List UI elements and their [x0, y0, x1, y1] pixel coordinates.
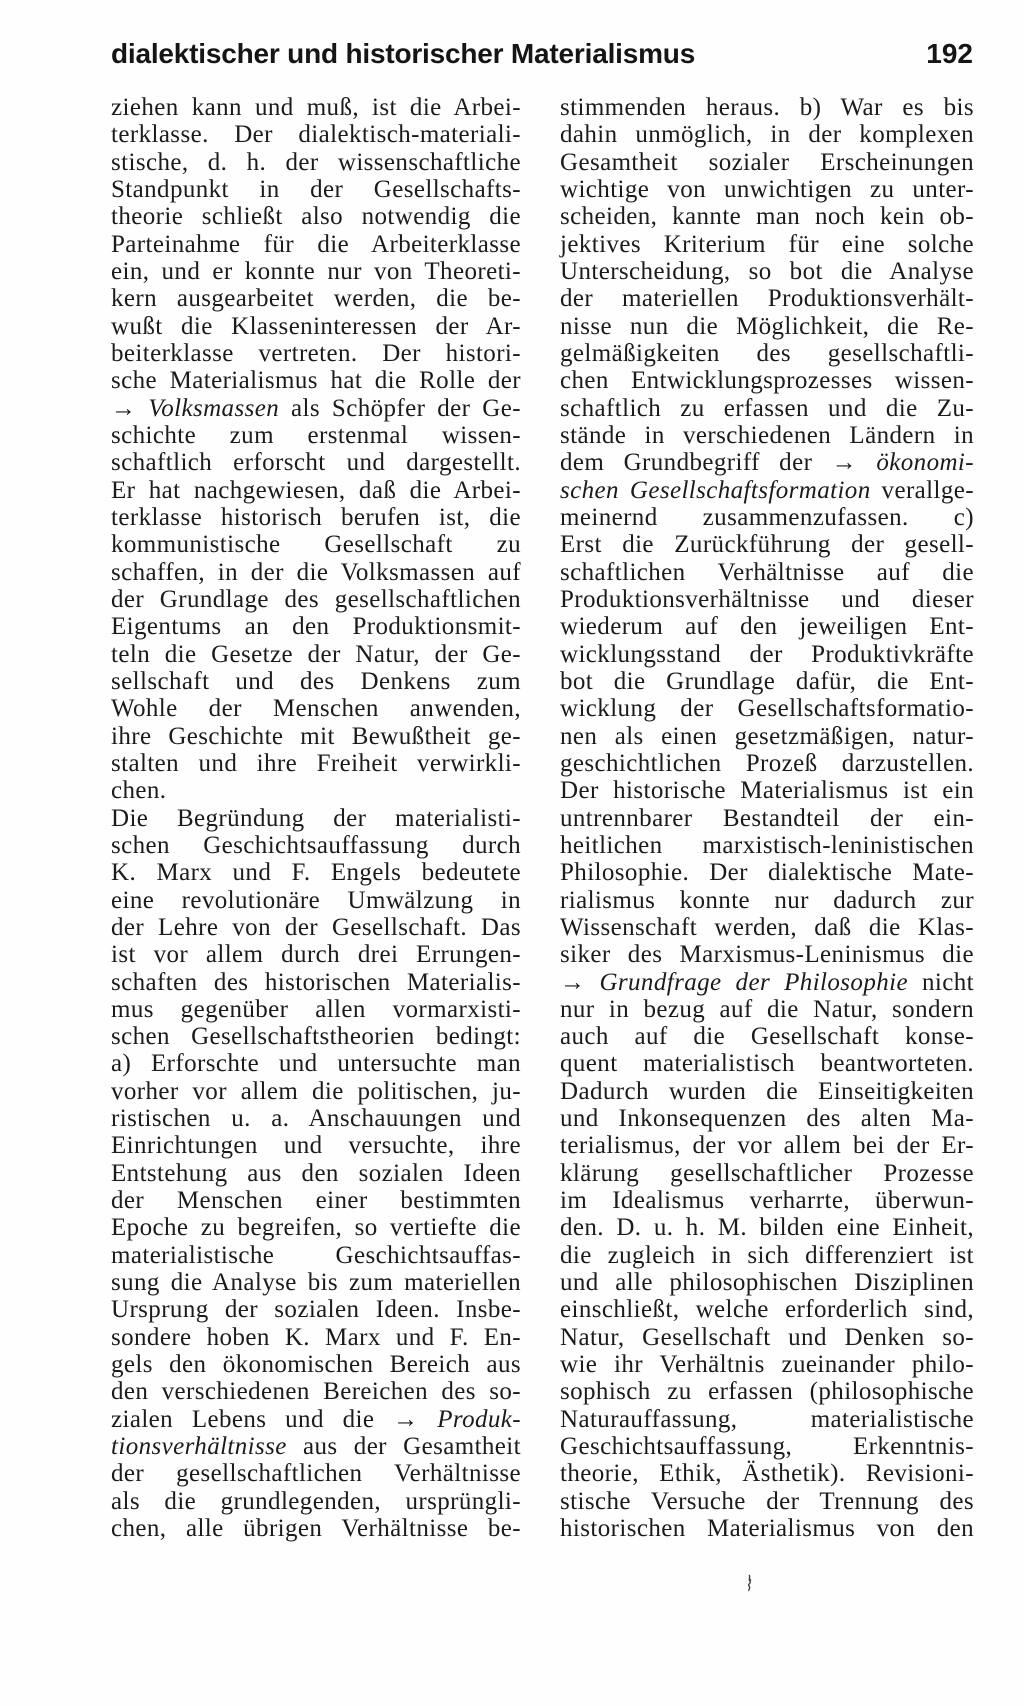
text-line: schaftlichen Verhältnisse auf die [560, 558, 974, 586]
text-line: der Lehre von der Gesellschaft. Das [111, 913, 521, 941]
text-line: theorie schließt also notwendig die [111, 203, 521, 231]
text-line: schaftlich zu erfassen und die Zu- [560, 394, 974, 422]
text-line: mus gegenüber allen vormarxisti- [111, 995, 521, 1023]
text-line: jektives Kriterium für eine solche [560, 230, 974, 258]
text-segment: nicht [907, 968, 975, 996]
text-line: ist vor allem durch drei Errungen- [111, 941, 521, 969]
text-line: stische, d. h. der wissenschaftliche [111, 148, 521, 176]
text-line: wicklung der Gesellschaftsformatio- [560, 695, 974, 723]
text-line: siker des Marxismus-Leninismus die [560, 941, 974, 969]
text-line: nisse nun die Möglichkeit, die Re- [560, 312, 974, 340]
text-line: eine revolutionäre Umwälzung in [111, 886, 521, 914]
text-line: meinernd zusammenzufassen. c) [560, 503, 974, 531]
text-segment: → [111, 394, 149, 422]
text-line: Wissenschaft werden, daß die Klas- [560, 913, 974, 941]
text-line: Der historische Materialismus ist ein [560, 777, 974, 805]
text-line: theorie, Ethik, Ästhetik). Revisioni- [560, 1460, 974, 1488]
text-line: die zugleich in sich differenziert ist [560, 1241, 974, 1269]
text-line: wußt die Klasseninteressen der Ar- [111, 312, 521, 340]
running-head: dialektischer und historischer Materialismus [111, 38, 696, 69]
text-line: sung die Analyse bis zum materiellen [111, 1269, 521, 1297]
text-line: Standpunkt in der Gesellschafts- [111, 175, 521, 203]
text-line: schaffen, in der die Volksmassen auf [111, 558, 521, 586]
text-line [111, 395, 521, 422]
text-line: ristischen u. a. Anschauungen und [111, 1105, 521, 1133]
text-line: auch auf die Gesellschaft konse- [560, 1023, 974, 1051]
text-line: Unterscheidung, so bot die Analyse [560, 257, 974, 285]
text-line: Gesamtheit sozialer Erscheinungen [560, 148, 974, 176]
cross-reference-term: Volksmassen [148, 394, 280, 422]
text-line: Ursprung der sozialen Ideen. Insbe- [111, 1296, 521, 1324]
text-segment: → [560, 968, 600, 996]
text-line: schen Gesellschaftstheorien bedingt: [111, 1023, 521, 1051]
cross-reference-term: tionsverhältnisse [111, 1433, 287, 1461]
text-line: stische Versuche der Trennung des [560, 1487, 974, 1515]
text-line: rialismus konnte nur dadurch zur [560, 886, 974, 914]
text-line: dahin unmöglich, in der komplexen [560, 121, 974, 149]
text-line: der Grundlage des gesellschaftlichen [111, 585, 521, 613]
text-line [560, 969, 974, 996]
text-line: wiederum auf den jeweiligen Ent- [560, 613, 974, 641]
text-line: und Inkonsequenzen des alten Ma- [560, 1105, 974, 1133]
text-line: der gesellschaftlichen Verhältnisse [111, 1460, 521, 1488]
text-line: stimmenden heraus. b) War es bis [560, 94, 974, 121]
text-line: terklasse historisch berufen ist, die [111, 503, 521, 531]
text-line: sophisch zu erfassen (philosophische [560, 1378, 974, 1406]
text-segment: zialen Lebens und die → [111, 1405, 438, 1433]
text-line [560, 477, 974, 504]
text-line: quent materialistisch beantworteten. [560, 1050, 974, 1078]
text-line: beiterklasse vertreten. Der histori- [111, 339, 521, 367]
cross-reference-term: Grundfrage der Philosophie [599, 968, 908, 996]
scan-smudge [744, 1574, 754, 1592]
text-line: Epoche zu begreifen, so vertiefte die [111, 1214, 521, 1242]
text-segment: als Schöpfer der Ge- [279, 394, 521, 422]
text-line: nen als einen gesetzmäßigen, natur- [560, 722, 974, 750]
text-line: Naturauffassung, materialistische [560, 1405, 974, 1433]
text-line: sche Materialismus hat die Rolle der [111, 367, 521, 395]
text-line: schichte zum erstenmal wissen- [111, 421, 521, 449]
text-line: klärung gesellschaftlicher Prozesse [560, 1159, 974, 1187]
text-line: historischen Materialismus von den [560, 1515, 974, 1543]
text-line: terklasse. Der dialektisch-materiali- [111, 121, 521, 149]
text-line: schaftlich erforscht und dargestellt. [111, 449, 521, 477]
cross-reference-term: schen Gesellschaftsformation [560, 476, 871, 504]
text-line: untrennbarer Bestandteil der ein- [560, 804, 974, 832]
text-line: teln die Gesetze der Natur, der Ge- [111, 640, 521, 668]
text-line: sellschaft und des Denkens zum [111, 667, 521, 695]
text-segment: dem Grundbegriff der → [560, 449, 877, 477]
text-line: Philosophie. Der dialektische Mate- [560, 859, 974, 887]
text-line: sondere hoben K. Marx und F. En- [111, 1323, 521, 1351]
text-line: K. Marx und F. Engels bedeutete [111, 859, 521, 887]
text-segment: aus der Gesamtheit [286, 1433, 521, 1461]
text-line: Entstehung aus den sozialen Ideen [111, 1159, 521, 1187]
text-line: Wohle der Menschen anwenden, [111, 695, 521, 723]
text-line: vorher vor allem die politischen, ju- [111, 1077, 521, 1105]
text-line [111, 1433, 521, 1460]
text-line: Dadurch wurden die Einseitigkeiten [560, 1077, 974, 1105]
text-line: wie ihr Verhältnis zueinander philo- [560, 1351, 974, 1379]
text-line: ihre Geschichte mit Bewußtheit ge- [111, 722, 521, 750]
left-column [111, 94, 521, 1542]
text-line: a) Erforschte und untersuchte man [111, 1050, 521, 1078]
text-line: chen Entwicklungsprozesses wissen- [560, 367, 974, 395]
page-number: 192 [926, 38, 973, 69]
text-line: wicklungsstand der Produktivkräfte [560, 640, 974, 668]
text-line: schen Geschichtsauffassung durch [111, 831, 521, 859]
text-line: stände in verschiedenen Ländern in [560, 421, 974, 449]
cross-reference-term: ökonomi- [876, 449, 974, 477]
text-line: wichtige von unwichtigen zu unter- [560, 175, 974, 203]
text-line: kommunistische Gesellschaft zu [111, 531, 521, 559]
text-line: ein, und er konnte nur von Theoreti- [111, 257, 521, 285]
text-line: Eigentums an den Produktionsmit- [111, 613, 521, 641]
text-line: scheiden, kannte man noch kein ob- [560, 203, 974, 231]
text-line: den verschiedenen Bereichen des so- [111, 1378, 521, 1406]
text-line: materialistische Geschichtsauffas- [111, 1241, 521, 1269]
text-line: ziehen kann und muß, ist die Arbei- [111, 94, 521, 121]
text-line: der Menschen einer bestimmten [111, 1187, 521, 1215]
text-line: nur in bezug auf die Natur, sondern [560, 995, 974, 1023]
text-line: Die Begründung der materialisti- [111, 804, 521, 832]
text-line: als die grundlegenden, ursprüngli- [111, 1487, 521, 1515]
text-line: chen, alle übrigen Verhältnisse be- [111, 1515, 521, 1543]
text-line: gels den ökonomischen Bereich aus [111, 1351, 521, 1379]
text-line: Parteinahme für die Arbeiterklasse [111, 230, 521, 258]
text-line: Natur, Gesellschaft und Denken so- [560, 1323, 974, 1351]
text-line [111, 1406, 521, 1433]
text-line: Erst die Zurückführung der gesell- [560, 531, 974, 559]
text-line: chen. [111, 777, 167, 805]
text-line: gelmäßigkeiten des gesellschaftli- [560, 339, 974, 367]
text-line: schaften des historischen Materialis- [111, 968, 521, 996]
text-line: geschichtlichen Prozeß darzustellen. [560, 749, 974, 777]
text-line: Produktionsverhältnisse und dieser [560, 585, 974, 613]
text-segment: verallge- [870, 476, 974, 504]
text-line: den. D. u. h. M. bilden eine Einheit, [560, 1214, 974, 1242]
right-column [560, 94, 974, 1542]
text-line: Einrichtungen und versuchte, ihre [111, 1132, 521, 1160]
text-line: kern ausgearbeitet werden, die be- [111, 285, 521, 313]
text-line: heitlichen marxistisch-leninistischen [560, 831, 974, 859]
text-line: bot die Grundlage dafür, die Ent- [560, 667, 974, 695]
text-line: terialismus, der vor allem bei der Er- [560, 1132, 974, 1160]
text-line: einschließt, welche erforderlich sind, [560, 1296, 974, 1324]
text-line: Er hat nachgewiesen, daß die Arbei- [111, 476, 521, 504]
cross-reference-term: Produk- [437, 1405, 521, 1433]
text-line: und alle philosophischen Disziplinen [560, 1269, 974, 1297]
text-line: der materiellen Produktionsverhält- [560, 285, 974, 313]
text-line: stalten und ihre Freiheit verwirkli- [111, 749, 521, 777]
text-line: im Idealismus verharrte, überwun- [560, 1187, 974, 1215]
text-line [560, 449, 974, 476]
text-line: Geschichtsauffassung, Erkenntnis- [560, 1433, 974, 1461]
